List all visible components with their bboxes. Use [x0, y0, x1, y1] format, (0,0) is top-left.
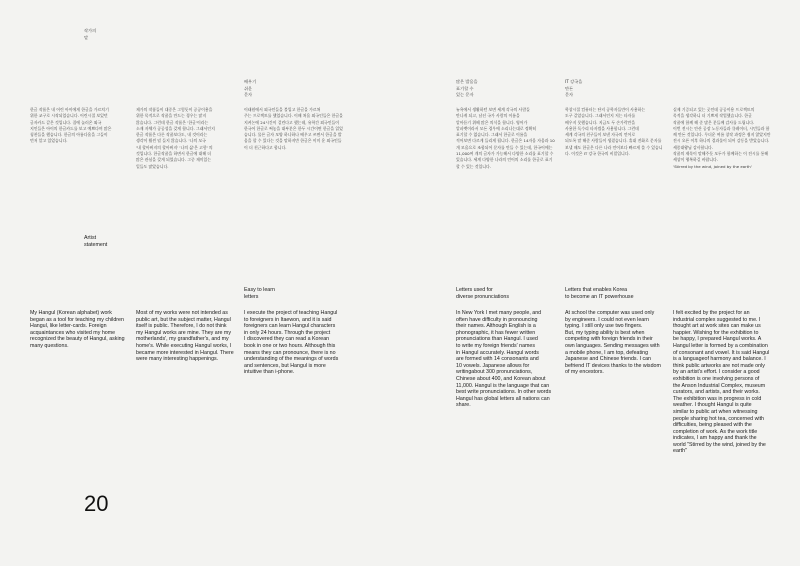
- heading-line: diverse pronunciations: [456, 293, 509, 300]
- text-paragraph: 적어보면 다르게 들리게 됩니다. 한글은 14자음 자음과 10개 모음으로 조합되어 문자를 만들 수 있는데, 한국어에는 11,000여 개의 글자가 가능해서 다양한 소리를 표기할 수 있습니다. 세계 다양한 나라의 언어의 소리를 한글로 표기할 수 있는 것입니다.: [456, 138, 555, 169]
- text-line: I felt excited by the project for an: [673, 310, 750, 316]
- text-line: think public artworks are not made only: [673, 362, 765, 369]
- heading-line: Easy to learn: [244, 287, 275, 293]
- korean-column-1: [30, 107, 132, 145]
- english-heading-it-powerhouse: [565, 287, 634, 300]
- english-column-2: [136, 310, 240, 363]
- text-line: 배우지 못했습니다. 지금도 두 손가락만을: [565, 119, 636, 125]
- text-line: intuitive than i-phone.: [244, 369, 295, 376]
- heading-line: 표기할 수: [456, 85, 474, 91]
- text-line: 작품에 함께 해 준 많은 분들께 감사를 드립니다.: [673, 119, 755, 125]
- text-line: 위한 교구로 시작되었습니다. 어린시절 보있던: [30, 113, 108, 119]
- text-line: Hangul has global letters all nations can: [456, 395, 550, 402]
- text-line: completion of work. As the work title: [673, 428, 758, 435]
- text-line: 알아듣기 위해 많은 의식을 합니다. 영어가: [456, 119, 528, 125]
- text-line: are formed with 14 consonants and: [456, 356, 539, 363]
- text-line: 이태원에서 외국인들을 불입고 한글을 가르쳐: [244, 107, 321, 112]
- text-line: my Hangul works are mine. They are my: [136, 329, 231, 336]
- korean-column-6: [565, 107, 665, 157]
- korean-heading-pronunciations: [456, 79, 478, 99]
- heading-line: 배우기: [244, 79, 257, 84]
- text-line: own languages. Sending messages with: [565, 342, 660, 349]
- text-line: understanding of the meanings of words: [244, 356, 339, 363]
- english-column-3: [244, 310, 348, 376]
- text-line: 학창시절 컴퓨터는 단지 공학자들만이 사용하는: [565, 107, 646, 112]
- text-line: competing with foreign friends in their: [565, 336, 653, 343]
- heading-line: 쉬운: [244, 85, 253, 91]
- text-line: weather. I thought Hangul is quite: [673, 402, 752, 409]
- text-line: 제가의 작품들이 대중은 그렇듯이 공공이용을: [136, 107, 213, 112]
- text-line: home's. While executing Hangul works, I: [136, 342, 232, 349]
- text-line: of my encestors.: [565, 369, 604, 376]
- english-heading-easy-to-learn: [244, 287, 275, 300]
- text-line: Most of my works were not intended as: [136, 310, 228, 316]
- korean-heading-easy-to-learn: [244, 79, 256, 99]
- text-line: in only 24 hours. Through the project: [244, 329, 331, 336]
- text-line: phonographic, it has fewer written: [456, 329, 536, 336]
- korean-title-line: 작가의: [84, 28, 97, 33]
- text-line: 먼저 알고 있었습니다.: [30, 138, 68, 144]
- text-line: 지인들은 아이의 한글카드를 보고 예쁘다며 많은: [30, 125, 112, 131]
- text-line: many questions.: [30, 342, 69, 349]
- text-line: 칭찬들을 했습니다. 한글의 아름다움을 그들이: [30, 132, 108, 138]
- text-line: pronunciations than Hangul. I used: [456, 336, 538, 343]
- page-number: 20: [84, 491, 109, 516]
- text-line: Hangul, like letter-cards. Foreign: [30, 323, 107, 330]
- text-paragraph: 주는 프로젝트를 했었습니다. 이때 처음 외국인들은 한글을 지켜논에 24시간이 걸린다고 했는데, 유학간 외국인들이 한국어 한글로 써놓을 대부분은 한두 시간이면 한글을 읽었습니다. 물론 글자 모양 하나하나 배우고 쓰면서 한글을 발음을 할 수 있다는 것을 말하지만 한글은 이미 운 외국인들이 더 친근하다고 합니다.: [244, 113, 343, 150]
- text-line: 실제 기증되고 있는 곳인데 공공이용 프로젝트의: [673, 107, 755, 112]
- text-line: began as a tool for teaching my children: [30, 316, 124, 323]
- heading-line: 문자: [565, 92, 574, 98]
- text-line: acquaintances who visited my home: [30, 329, 116, 336]
- text-line: 'Stirred by the wind, joined by the earth': [673, 163, 752, 169]
- heading-line: letters: [244, 293, 259, 300]
- text-line: 10 vowels. Japanese allows for: [456, 362, 530, 369]
- text-line: earth": [673, 448, 687, 455]
- text-line: indicates, I am happy and thank the: [673, 435, 757, 442]
- heading-line: 만든: [565, 85, 574, 91]
- text-line: 일들도 많았습니다.: [136, 163, 169, 169]
- text-line: and sentences, but Hangul is more: [244, 362, 326, 369]
- text-line: be happy, I prepared Hangul works. A: [673, 336, 762, 343]
- text-line: I discovered they can read a Korean: [244, 336, 330, 343]
- heading-line: Letters used for: [456, 287, 493, 293]
- text-line: recognized the beauty of Hangul, asking: [30, 336, 125, 343]
- text-line: At school the computer was used only: [565, 310, 655, 316]
- text-line: to foreigners in Itaewon, and it is said: [244, 316, 332, 323]
- text-line: 소재 자체가 공공성을 갖게 합니다. 그래서인지: [136, 125, 215, 131]
- text-line: happier. Wishing for the exhibition to: [673, 329, 759, 336]
- text-line: exhibition is one involving persons of: [673, 375, 760, 382]
- text-line: Chinese about 400, and Korean about: [456, 375, 546, 382]
- text-line: motherlands', my grandfather's, and my: [136, 336, 229, 343]
- text-line: by an artist's effort. I consider a good: [673, 369, 760, 376]
- text-line: 뉴욕에서 생활하던 보면 세계 각국의 사람들: [456, 107, 530, 112]
- korean-heading-it-powerhouse: [565, 79, 582, 99]
- korean-column-3: [244, 107, 344, 151]
- text-paragraph: 되도록 말 해준 사람들이 생겼습니다. 휴대 전화로 문자를 보낼 때도 한글은 다른 나라 언어보다 빠르게 쓸 수 있습니다. 이것은 IT 강국 한국의 비밀입니다.: [565, 138, 663, 157]
- text-line: similar to public art when witnessing: [673, 408, 758, 415]
- label-line: Artist: [84, 235, 97, 241]
- heading-line: Letters that enables Korea: [565, 287, 628, 293]
- text-line: 위한 목적으로 작품을 만드는 경우는 많지: [136, 113, 207, 119]
- text-line: Hangul letter is formed by a combination: [673, 342, 768, 349]
- korean-title: [84, 28, 96, 41]
- text-line: means they can pronounce, there is no: [244, 349, 336, 356]
- text-paragraph: 작품의 제목이 말해주듯 모두가 함께하는 이 전시를 통해 세상이 행복하길 바랍니다.: [673, 151, 769, 163]
- heading-line: 문자: [244, 92, 253, 98]
- text-line: typing. I still only use two fingers.: [565, 323, 643, 330]
- english-column-6: [565, 310, 669, 376]
- text-line: Japanese and Chinese friends. I can: [565, 356, 651, 363]
- artist-statement-label: [84, 235, 107, 248]
- text-line: to write my foreign friends' names: [456, 342, 536, 349]
- text-line: world "Stirred by the wind, joined by the: [673, 441, 766, 448]
- text-line: 사용한 독수리 타자법을 사용합니다. 그런데: [565, 125, 639, 131]
- text-line: were many interesting happenings.: [136, 356, 219, 363]
- english-column-1: [30, 310, 134, 350]
- text-line: foreigners can learn Hangul characters: [244, 323, 336, 330]
- text-line: public art, but the subject matter, Hangul: [136, 316, 231, 323]
- text-line: 11,000. Hangul is the language that can: [456, 382, 550, 389]
- heading-line: IT 강국을: [565, 79, 583, 84]
- label-line: statement: [84, 241, 108, 248]
- korean-column-7: [673, 107, 771, 170]
- text-line: curators, and artists, and their works.: [673, 389, 760, 396]
- text-line: a mobile phone, I am top, defeating: [565, 349, 649, 356]
- english-heading-pronunciations: [456, 287, 509, 300]
- korean-title-line: 말: [84, 34, 89, 40]
- text-line: industrial complex suggested to me. I: [673, 316, 761, 323]
- text-line: often have difficulty in pronouncing: [456, 316, 538, 323]
- text-line: by engineers. I could not even learn: [565, 316, 649, 323]
- text-line: in Hangul accurately. Hangul words: [456, 349, 539, 356]
- text-line: 것입니다. 한글작품을 하면서 한글에 대해 더: [136, 151, 212, 157]
- text-line: 표기할 수 없습니다. 그래서 한글로 이름을: [456, 132, 528, 138]
- english-column-5: [456, 310, 560, 409]
- text-line: 도구 같았습니다. 그래서인지 저는 타자를: [565, 113, 636, 119]
- text-line: 만나게 되고, 남선 국가 사람의 이름을: [456, 113, 520, 119]
- text-line: My Hangul (Korean alphabet) work: [30, 310, 112, 316]
- text-paragraph: 이번 전시는 안산 공장 노동자들과 큐레이터, 시민들과 함께 만든 것입니다. 무더운 여름 창작 과정은 쉽지 않았지만 전시 오픈 이후 하나의 결과물이 되어 감동을 받았습니다. 세종대왕님 감사합니다.: [673, 125, 771, 150]
- heading-line: to become an IT powerhouse: [565, 293, 634, 300]
- text-line: became more interested in Hangul. There: [136, 349, 234, 356]
- text-line: In New York I met many people, and: [456, 310, 542, 316]
- korean-column-2: [136, 107, 238, 170]
- korean-column-5: [456, 107, 556, 170]
- text-line: befriend IT devices thanks to the wisdom: [565, 362, 661, 369]
- english-column-7: [673, 310, 783, 455]
- text-line: 한글 작품은 내 어린 아이에게 한글을 가르치기: [30, 107, 109, 112]
- text-line: is a languageof harmony and balance. I: [673, 356, 766, 363]
- text-line: 않습니다. 그런데 한글 작품은 '한글'이라는: [136, 119, 209, 125]
- text-line: 생각이 훨씬 덜 들지 않습니다. '나의 모국: [136, 138, 206, 144]
- text-line: writingabout 300 pronunciations,: [456, 369, 533, 376]
- text-line: of consonant and vowel. It is said Hangul: [673, 349, 770, 356]
- text-line: '내 할아버지의 할아버지' '나의 삶'은 고향' 의: [136, 144, 213, 150]
- text-line: share.: [456, 402, 471, 409]
- text-line: thought art at work sites can make us: [673, 323, 761, 330]
- text-line: But, my typing ability is best when: [565, 329, 645, 336]
- heading-line: 있는 문자: [456, 92, 474, 98]
- text-line: the Anson Industrial Complex, museum: [673, 382, 766, 389]
- text-line: 세계 각국의 친구들이 보낸 자국의 언어로: [565, 132, 636, 138]
- text-line: 한글 작품은 다른 작품보다도, 내 것이라는: [136, 132, 208, 138]
- text-line: I execute the project of teaching Hangul: [244, 310, 338, 316]
- text-line: difficulties, being pleased with the: [673, 422, 752, 429]
- text-line: book in one or two hours. Although this: [244, 342, 336, 349]
- text-line: 글자카드 같은 것입니다. 집에 놀러온 외국: [30, 119, 102, 125]
- text-line: The exhibition was in progress in cold: [673, 395, 762, 402]
- heading-line: 많은 발음을: [456, 79, 478, 84]
- text-line: 알파벳이라서 모든 경우에 소리나는대로 정확히: [456, 125, 537, 131]
- text-line: people sharing hot tea, concerned with: [673, 415, 764, 422]
- text-line: best write pronunciations. In other words: [456, 389, 552, 396]
- text-line: 많은 관심을 갖게 되었습니다. 그중 재미있는: [136, 157, 212, 163]
- text-line: 목적을 생각하니 더 기쁘게 작업했습니다. 한글: [673, 113, 752, 119]
- text-line: their names. Although English is a: [456, 323, 536, 330]
- text-line: itself is public. Therefore, I do not think: [136, 323, 227, 330]
